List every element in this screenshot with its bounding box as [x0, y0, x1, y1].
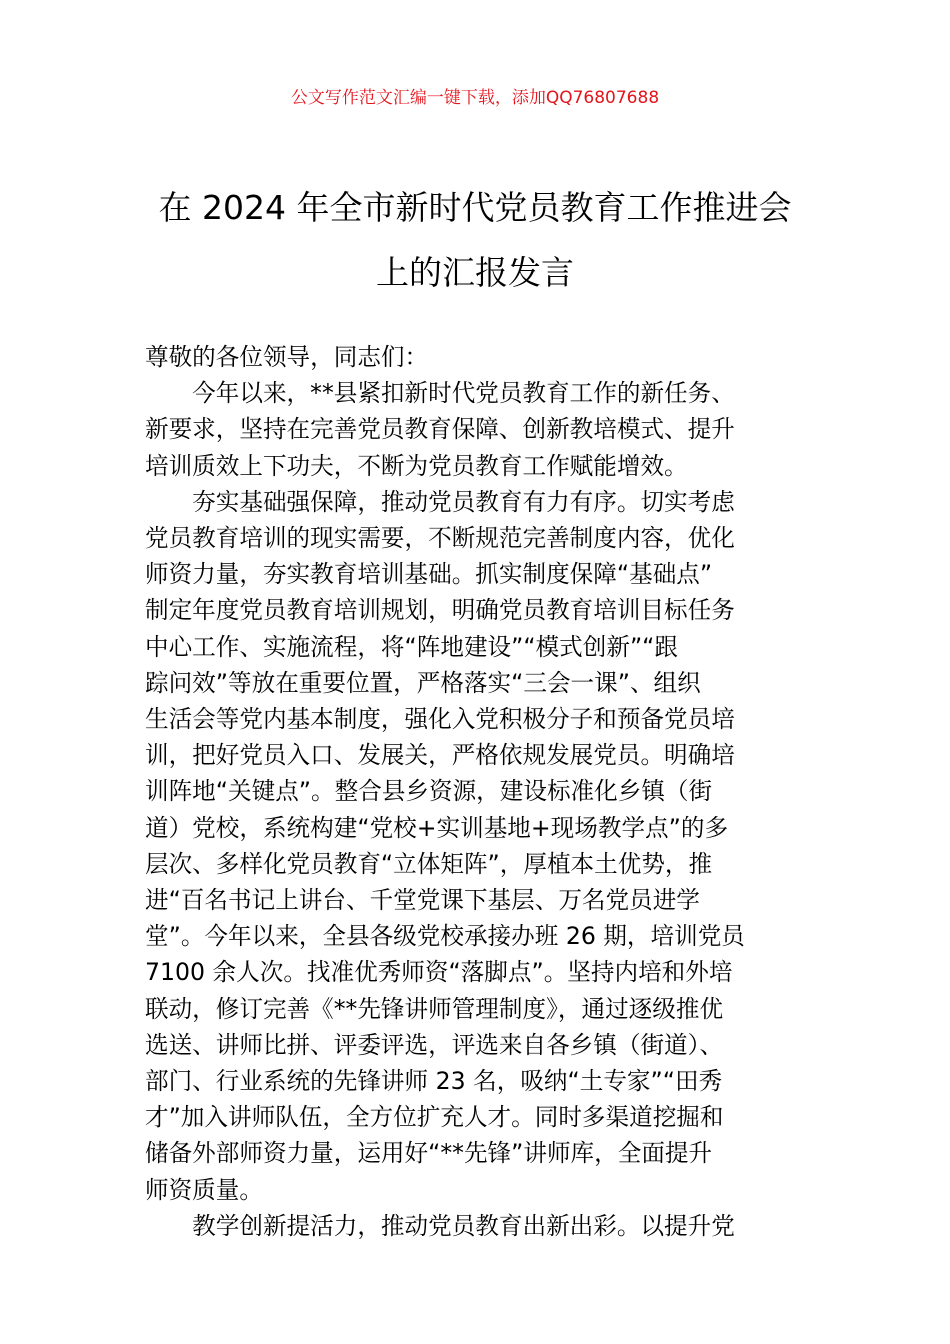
body-line: 进“百名书记上讲台、千堂党课下基层、万名党员进学	[145, 886, 700, 915]
body-line: 今年以来，**县紧扣新时代党员教育工作的新任务、	[145, 379, 735, 408]
body-line: 层次、多样化党员教育“立体矩阵”，厚植本土优势，推	[145, 849, 713, 878]
body-line: 道）党校，系统构建“党校+实训基地+现场教学点”的多	[145, 813, 729, 842]
body-line: 教学创新提活力，推动党员教育出新出彩。以提升党	[145, 1211, 735, 1240]
body-line: 踪问效”等放在重要位置，严格落实“三会一课”、组织	[145, 668, 701, 697]
body-line: 7100 余人次。找准优秀师资“落脚点”。坚持内培和外培	[145, 958, 733, 987]
body-line: 部门、行业系统的先锋讲师 23 名，吸纳“土专家”“田秀	[145, 1067, 723, 1096]
body-line: 培训质效上下功夫，不断为党员教育工作赋能增效。	[145, 451, 688, 480]
body-line: 堂”。今年以来，全县各级党校承接办班 26 期，培训党员	[145, 922, 745, 951]
body-line: 训，把好党员入口、发展关，严格依规发展党员。明确培	[145, 741, 735, 770]
body-line: 训阵地“关键点”。整合县乡资源，建设标准化乡镇（街	[145, 777, 713, 806]
salutation: 尊敬的各位领导，同志们：	[145, 343, 429, 371]
body-line: 才”加入讲师队伍，全方位扩充人才。同时多渠道挖掘和	[145, 1103, 724, 1132]
document-title-line-1: 在 2024 年全市新时代党员教育工作推进会	[158, 188, 792, 227]
body-line: 夯实基础强保障，推动党员教育有力有序。切实考虑	[145, 487, 735, 516]
body-line: 新要求，坚持在完善党员教育保障、创新教培模式、提升	[145, 415, 735, 444]
body-line: 联动，修订完善《**先锋讲师管理制度》，通过逐级推优	[145, 994, 724, 1023]
document-body	[145, 339, 807, 1244]
body-line: 中心工作、实施流程，将“阵地建设”“模式创新”“跟	[145, 632, 678, 661]
body-line: 师资力量，夯实教育培训基础。抓实制度保障“基础点”	[145, 560, 713, 589]
body-line: 储备外部师资力量，运用好“**先锋”讲师库，全面提升	[145, 1139, 713, 1168]
body-line: 选送、讲师比拼、评委评选，评选来自各乡镇（街道）、	[145, 1030, 724, 1059]
document-title-line-2: 上的汇报发言	[376, 253, 574, 292]
body-line: 师资质量。	[145, 1175, 263, 1204]
body-line: 党员教育培训的现实需要，不断规范完善制度内容，优化	[145, 524, 735, 553]
header-watermark-note: 公文写作范文汇编一键下载，添加QQ76807688	[290, 88, 660, 108]
body-line: 制定年度党员教育培训规划，明确党员教育培训目标任务	[145, 596, 735, 625]
body-line: 生活会等党内基本制度，强化入党积极分子和预备党员培	[145, 705, 735, 734]
document-title	[120, 175, 830, 305]
